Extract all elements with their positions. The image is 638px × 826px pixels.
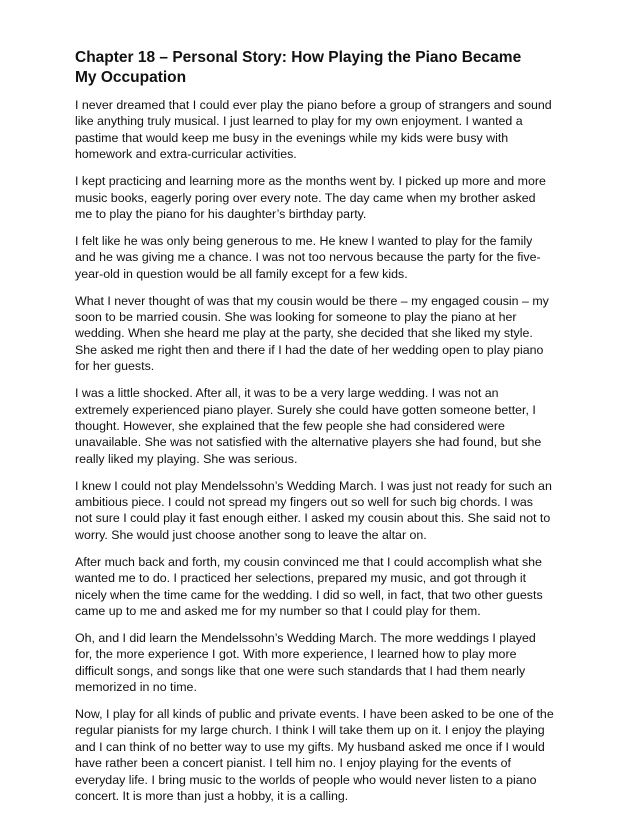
body-paragraph bbox=[75, 706, 563, 804]
paragraph-line: extremely experienced piano player. Surely she could have gotten someone better, I bbox=[75, 402, 536, 417]
paragraph-line: and he was giving me a chance. I was not too nervous because the party for the five- bbox=[75, 250, 541, 265]
paragraph-line: year-old in question would be all family except for a few kids. bbox=[75, 266, 408, 281]
chapter-title bbox=[75, 48, 563, 88]
paragraph-line: difficult songs, and songs like that one were such standards that I had them nearly bbox=[75, 663, 526, 678]
paragraph-line: ambitious piece. I could not spread my fingers out so well for such big chords. I was bbox=[75, 495, 533, 510]
paragraph-line: me to play the piano for his daughter’s birthday party. bbox=[75, 206, 367, 221]
paragraph-line: thought. However, she explained that the few people she had considered were bbox=[75, 418, 505, 433]
paragraph-line: unavailable. She was not satisfied with the alternative players she had found, but she bbox=[75, 435, 542, 450]
paragraph-line: nicely when the time came for the wedding. I did so well, in fact, that two other guests bbox=[75, 587, 543, 602]
body-paragraph bbox=[75, 630, 563, 696]
paragraph-line: like anything truly musical. I just learned to play for my own enjoyment. I wanted a bbox=[75, 114, 523, 129]
paragraph-line: homework and extra-curricular activities. bbox=[75, 147, 297, 162]
paragraph-line: I was a little shocked. After all, it was to be a very large wedding. I was not an bbox=[75, 386, 499, 401]
paragraph-line: After much back and forth, my cousin convinced me that I could accomplish what she bbox=[75, 554, 542, 569]
paragraph-line: not sure I could play it fast enough either. I asked my cousin about this. She said not to bbox=[75, 511, 551, 526]
body-paragraph bbox=[75, 478, 563, 544]
paragraph-line: soon to be married cousin. She was looking for someone to play the piano at her bbox=[75, 309, 517, 324]
paragraph-line: and I can think of no better way to use my gifts. My husband asked me once if I would bbox=[75, 739, 545, 754]
body-paragraph bbox=[75, 97, 563, 163]
paragraph-line: I knew I could not play Mendelssohn’s Wedding March. I was just not ready for such an bbox=[75, 478, 552, 493]
paragraph-line: wanted me to do. I practiced her selections, prepared my music, and got through it bbox=[75, 571, 527, 586]
body-paragraph bbox=[75, 173, 563, 222]
body-paragraph bbox=[75, 554, 563, 620]
body-paragraph bbox=[75, 233, 563, 282]
paragraph-line: came up to me and asked me for my number so that I could play for them. bbox=[75, 603, 481, 618]
paragraph-line: regular pianists for my large church. I think I will take them up on it. I enjoy the playing bbox=[75, 723, 545, 738]
paragraph-line: Oh, and I did learn the Mendelssohn’s Wedding March. The more weddings I played bbox=[75, 630, 536, 645]
document-page bbox=[75, 48, 563, 815]
paragraph-line: worry. She would just choose another song to leave the altar on. bbox=[75, 527, 427, 542]
paragraph-line: She asked me right then and there if I had the date of her wedding open to play piano bbox=[75, 342, 544, 357]
title-line: Chapter 18 – Personal Story: How Playing the Piano Became bbox=[75, 49, 522, 66]
body-text bbox=[75, 97, 563, 804]
paragraph-line: I kept practicing and learning more as the months went by. I picked up more and more bbox=[75, 174, 546, 189]
paragraph-line: What I never thought of was that my cousin would be there – my engaged cousin – my bbox=[75, 293, 549, 308]
paragraph-line: wedding. When she heard me play at the party, she decided that she liked my style. bbox=[75, 326, 533, 341]
paragraph-line: everyday life. I bring music to the worlds of people who would never listen to a piano bbox=[75, 772, 537, 787]
body-paragraph bbox=[75, 293, 563, 375]
paragraph-line: I never dreamed that I could ever play the piano before a group of strangers and sound bbox=[75, 98, 552, 112]
paragraph-line: I felt like he was only being generous to me. He knew I wanted to play for the family bbox=[75, 233, 533, 248]
paragraph-line: really liked my playing. She was serious. bbox=[75, 451, 298, 466]
paragraph-line: concert. It is more than just a hobby, it is a calling. bbox=[75, 789, 349, 804]
paragraph-line: for her guests. bbox=[75, 359, 155, 374]
paragraph-line: memorized in no time. bbox=[75, 680, 197, 695]
paragraph-line: pastime that would keep me busy in the evenings while my kids were busy with bbox=[75, 130, 509, 145]
paragraph-line: have rather been a concert pianist. I tell him no. I enjoy playing for the events of bbox=[75, 756, 511, 771]
title-line: My Occupation bbox=[75, 69, 187, 86]
body-paragraph bbox=[75, 385, 563, 467]
paragraph-line: music books, eagerly poring over every note. The day came when my brother asked bbox=[75, 190, 536, 205]
paragraph-line: for, the more experience I got. With more experience, I learned how to play more bbox=[75, 647, 517, 662]
paragraph-line: Now, I play for all kinds of public and private events. I have been asked to be one of the bbox=[75, 707, 554, 721]
